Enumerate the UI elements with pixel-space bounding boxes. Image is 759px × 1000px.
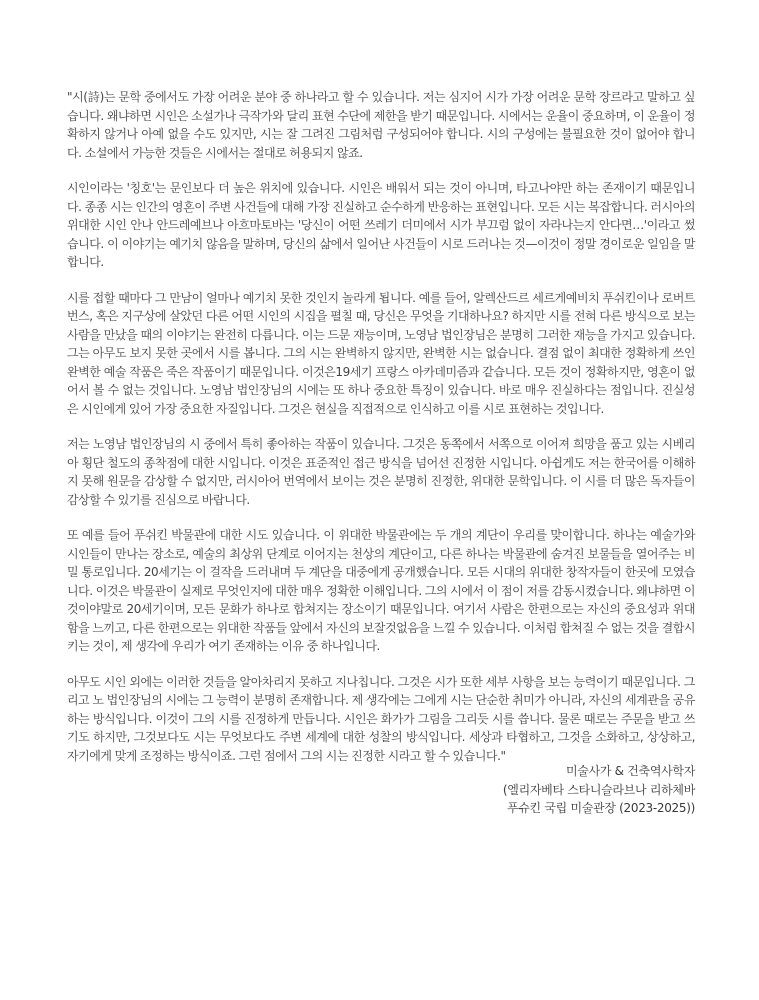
paragraph-3: 시를 접할 때마다 그 만남이 얼마나 예기치 못한 것인지 놀라게 됩니다. 예를 들어, 알렉산드르 세르게예비치 푸쉬킨이나 로버트 번스, 혹은 지구상에 살았던 다른 어떤 시인의 시집을 펼칠 때, 당신은 무엇을 기대하나요? 하지만 시를 전혀 다른 방식으로 보는 사람을 만났을 때의 이야기는 완전히 다릅니다. 이는 드문 재능이며, 노영남 법인장님은 분명히 그러한 재능을 가지고 있습니다. 그는 아무도 보지 못한 곳에서 시를 봅니다. 그의 시는 완벽하지 않지만, 완벽한 시는 없습니다. 결점 없이 최대한 정확하게 쓰인 완벽한 예술 작품은 죽은 작품이기 때문입니다. 이것은19세기 프랑스 아카데미즘과 같습니다. 모든 것이 정확하지만, 영혼이 없어서 볼 수 없는 것입니다. 노영남 법인장님의 시에는 또 하나 중요한 특징이 있습니다. 바로 매우 진실하다는 점입니다. 진실성은 시인에게 있어 가장 중요한 자질입니다. 그것은 현실을 직접적으로 인식하고 이를 시로 표현하는 것입니다. xyxy=(67,290,695,416)
paragraph-2: 시인이라는 '칭호'는 문인보다 더 높은 위치에 있습니다. 시인은 배워서 되는 것이 아니며, 타고나야만 하는 존재이기 때문입니다. 종종 시는 인간의 영혼이 주변 사건들에 대해 가장 진실하고 순수하게 반응하는 표현입니다. 모든 시는 복잡합니다. 러시아의 위대한 시인 안나 안드레예브나 아흐마토바는 '당신이 어떤 쓰레기 더미에서 시가 부끄럼 없이 자라나는지 안다면…'이라고 썼습니다. 이 이야기는 예기치 않음을 말하며, 당신의 삶에서 일어난 사건들이 시로 드러나는 것—이것이 정말 경이로운 일임을 말합니다. xyxy=(67,181,695,269)
letter-body xyxy=(67,88,695,782)
paragraph-5: 또 예를 들어 푸쉬킨 박물관에 대한 시도 있습니다. 이 위대한 박물관에는 두 개의 계단이 우리를 맞이합니다. 하나는 예술가와 시인들이 만나는 장소로, 예술의 최상위 단계로 이어지는 천상의 계단이고, 다른 하나는 박물관에 숨겨진 보물들을 열어주는 비밀 통로입니다. 20세기는 이 걸작을 드러내며 두 계단을 대중에게 공개했습니다. 모든 시대의 위대한 창작자들이 한곳에 모였습니다. 이것은 박물관이 실제로 무엇인지에 대한 매우 정확한 이해입니다. 그의 시에서 이 점이 저를 감동시켰습니다. 왜냐하면 이것이야말로 20세기이며, 모든 문화가 하나로 합쳐지는 장소이기 때문입니다. 여기서 사람은 한편으로는 자신의 중요성과 위대함을 느끼고, 다른 한편으로는 위대한 작품들 앞에서 자신의 보잘것없음을 느낄 수 있습니다. 이처럼 합쳐질 수 없는 것을 결합시키는 것이, 제 생각에 우리가 여기 존재하는 이유 중 하나입니다. xyxy=(67,528,695,653)
paragraph-6: 아무도 시인 외에는 이러한 것들을 알아차리지 못하고 지나칩니다. 그것은 시가 또한 세부 사항을 보는 능력이기 때문입니다. 그리고 노 법인장님의 시에는 그 능력이 분명히 존재합니다. 제 생각에는 그에게 시는 단순한 취미가 아니라, 자신의 세계관을 공유하는 방식입니다. 이것이 그의 시를 진정하게 만듭니다. 시인은 화가가 그림을 그리듯 시를 씁니다. 물론 때로는 주문을 받고 쓰기도 하지만, 그것보다도 시는 무엇보다도 주변 세계에 대한 성찰의 방식입니다. 세상과 타협하고, 그것을 소화하고, 상상하고, 자기에게 맞게 조정하는 방식이죠. 그런 점에서 그의 시는 진정한 시라고 할 수 있습니다." xyxy=(67,674,695,763)
signature-position: 푸슈킨 국립 미술관장 (2023-2025)) xyxy=(506,801,695,815)
paragraph-1: "시(詩)는 문학 중에서도 가장 어려운 분야 중 하나라고 할 수 있습니다. 저는 심지어 시가 가장 어려운 문학 장르라고 말하고 싶습니다. 왜냐하면 시인은 소설가나 극작가와 달리 표현 수단에 제한을 받기 때문입니다. 시에서는 운율이 중요하며, 이 운율이 정확하지 않거나 아예 없을 수도 있지만, 시는 잘 그려진 그림처럼 구성되어야 합니다. 시의 구성에는 불필요한 것이 없어야 합니다. 소설에서 가능한 것들은 시에서는 절대로 허용되지 않죠. xyxy=(67,90,695,160)
author-signature xyxy=(395,762,695,818)
signature-title: 미술사가 & 건축역사학자 xyxy=(565,764,695,778)
signature-name: (엘리자베타 스타니슬라브나 리하체바 xyxy=(502,782,695,797)
paragraph-4: 저는 노영남 법인장님의 시 중에서 특히 좋아하는 작품이 있습니다. 그것은 동쪽에서 서쪽으로 이어져 희망을 품고 있는 시베리아 횡단 철도의 종착점에 대한 시입니다. 이것은 표준적인 접근 방식을 넘어선 진정한 시입니다. 아쉽게도 저는 한국어를 이해하지 못해 원문을 감상할 수 없지만, 러시아어 번역에서 보이는 것은 분명히 진정한, 위대한 문학입니다. 이 시를 더 많은 독자들이 감상할 수 있기를 진심으로 바랍니다. xyxy=(67,437,695,507)
